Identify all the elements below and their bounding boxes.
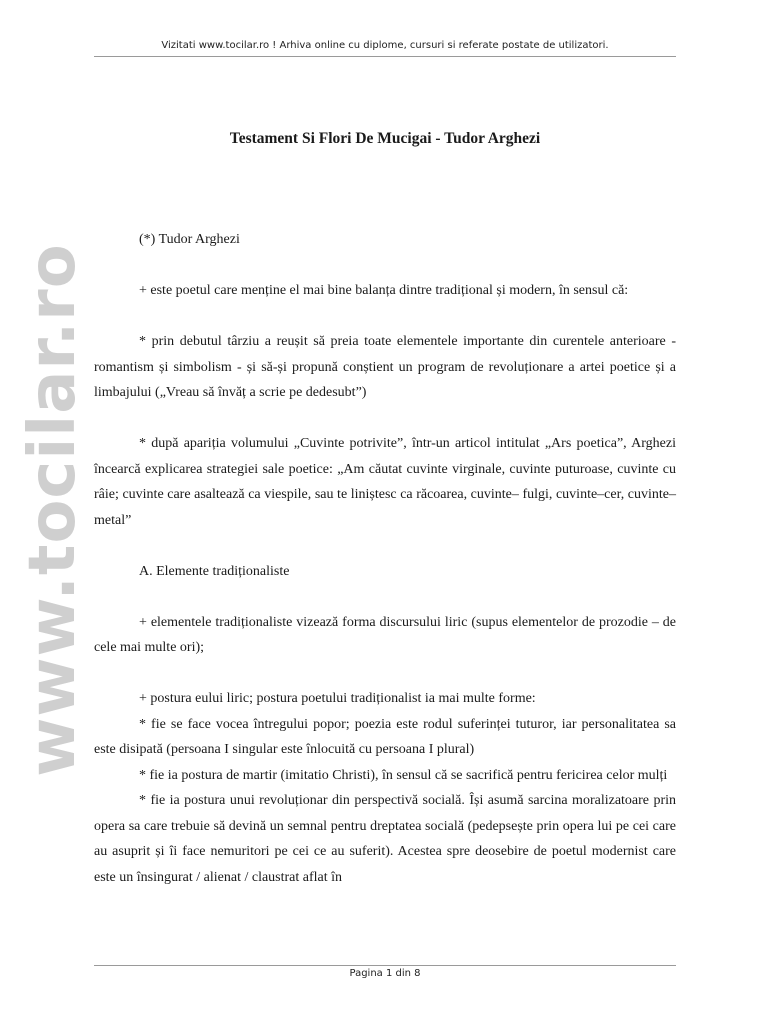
- paragraph: * fie ia postura unui revoluționar din perspectivă socială. Își asumă sarcina moralizatoare prin opera sa care trebuie să devină un semnal pentru dreptatea socială (pedepsește prin opera lui pe cei care au asuprit și îi face nemuritori pe cei ce au suferit). Acestea spre deosebire de poetul modernist care este un însingurat / alienat / claustrat aflat în: [94, 793, 676, 885]
- document-title: Testament Si Flori De Mucigai - Tudor Arghezi: [229, 130, 541, 147]
- footer-divider: [94, 965, 676, 966]
- paragraph: * după apariția volumului „Cuvinte potrivite”, într-un articol intitulat „Ars poetica”, Arghezi încearcă explicarea strategiei sale poetice: „Am căutat cuvinte virginale, cuvinte puturoase, cuvinte cu râie; cuvinte care asaltează ca viespile, sau te liniștesc ca răcoarea, cuvinte– fulgi, cuvinte–cer, cuvinte–metal”: [94, 436, 676, 528]
- section-label-author: (*) Tudor Arghezi: [139, 232, 240, 247]
- page-header: Vizitati www.tocilar.ro ! Arhiva online cu diplome, cursuri si referate postate de utilizatori.: [161, 40, 609, 51]
- paragraph: * prin debutul târziu a reușit să preia toate elementele importante din curentele anterioare - romantism și simbolism - și să-și propună conștient un program de revoluționare a artei poetice și a limbajului („Vreau să învăț a scrie pe dedesubt”): [94, 334, 676, 400]
- page-footer: Pagina 1 din 8: [349, 968, 421, 979]
- header-divider: [94, 56, 676, 57]
- paragraph: + este poetul care menține el mai bine balanța dintre tradițional și modern, în sensul că:: [139, 283, 629, 298]
- paragraph: + postura eului liric; postura poetului tradiționalist ia mai multe forme:: [139, 691, 536, 706]
- document-body: [94, 227, 676, 890]
- paragraph: * fie ia postura de martir (imitatio Christi), în sensul că se sacrifică pentru fericirea celor mulți: [139, 767, 668, 783]
- paragraph: * fie se face vocea întregului popor; poezia este rodul suferinței tuturor, iar personalitatea sa este disipată (persoana I singular este înlocuită cu persoana I plural): [94, 716, 676, 757]
- paragraph: + elementele tradiționaliste vizează forma discursului liric (supus elementelor de prozodie – de cele mai multe ori);: [94, 614, 676, 655]
- watermark: www.tocilar.ro: [16, 243, 90, 777]
- section-heading: A. Elemente tradiționaliste: [139, 563, 290, 579]
